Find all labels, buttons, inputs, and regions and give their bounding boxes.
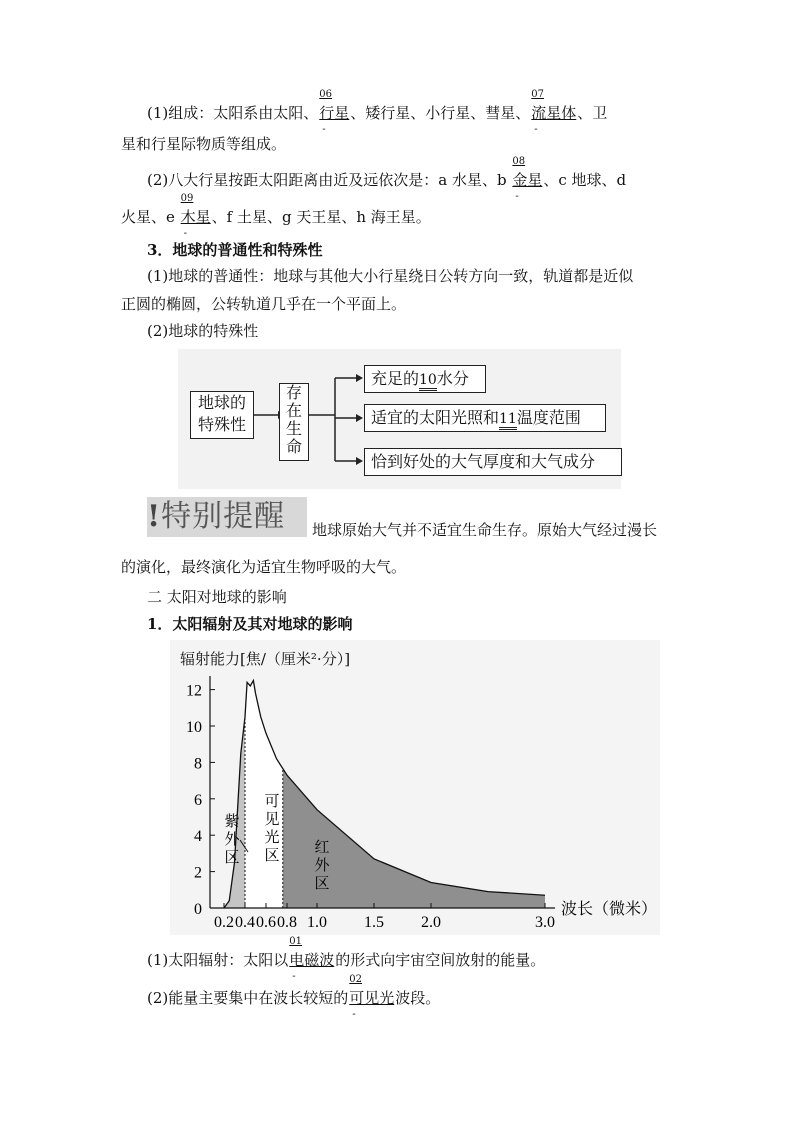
region-label-0-0: 紫 xyxy=(224,814,240,830)
y-tick-label-1: 2 xyxy=(194,864,202,882)
x-tick-label-4: 1.0 xyxy=(307,914,327,931)
generality-line-cont: 正圆的椭圆，公转轨道几乎在一个平面上。 xyxy=(121,295,407,313)
x-tick-label-2: 0.6 xyxy=(256,914,276,931)
condition-atmosphere-box: 恰到好处的大气厚度和大气成分 xyxy=(364,448,622,476)
solar-radiation-chart xyxy=(170,640,660,935)
blank-11: 11 xyxy=(499,411,517,430)
y-tick-label-5: 10 xyxy=(186,719,202,736)
blank-01: 01 电磁波 - xyxy=(289,936,335,982)
x-tick-label-6: 2.0 xyxy=(421,914,441,931)
exclamation-icon: ! xyxy=(147,499,162,534)
composition-line: (1)组成：太阳系由太阳、 06 行星 - 、矮行星、小行星、彗星、 07 流星体 - 、卫 xyxy=(147,89,608,135)
condition-water-box: 充足的10水分 xyxy=(364,365,486,393)
y-tick-label-6: 12 xyxy=(186,682,202,700)
blank-07: 07 流星体 - xyxy=(531,89,577,135)
region-label-1-0: 可 xyxy=(264,794,280,810)
planets-line-cont: 火星、e 09 木星 - 、f 土星、g 天王星、h 海王星。 xyxy=(121,193,431,239)
blank-06: 06 行星 - xyxy=(319,89,350,135)
condition-light-temp-box: 适宜的太阳光照和11温度范围 xyxy=(364,404,606,432)
region-label-0-2: 区 xyxy=(224,850,240,866)
blank-02: 02 可见光 - xyxy=(349,974,395,1020)
region-label-1-2: 光 xyxy=(264,830,280,846)
reminder-text-cont: 的演化，最终演化为适宜生物呼吸的大气。 xyxy=(121,558,407,576)
x-axis-label: 波长（微米） xyxy=(561,901,658,918)
x-tick-label-7: 3.0 xyxy=(535,914,555,931)
region-label-2-1: 外 xyxy=(314,858,330,874)
y-tick-label-2: 4 xyxy=(194,828,202,846)
section-two-heading: 二 太阳对地球的影响 xyxy=(147,588,287,606)
x-tick-label-3: 0.8 xyxy=(277,914,297,931)
chart-y-label: 辐射能力[焦/（厘米²·分）] xyxy=(180,650,351,668)
planets-line: (2)八大行星按距太阳距离由近及远依次是：a 水星、b 08 金星 - 、c 地球、d xyxy=(147,156,627,202)
radiation-definition-line: (1)太阳辐射：太阳以 01 电磁波 - 的形式向宇宙空间放射的能量。 xyxy=(147,936,546,982)
reminder-text: 地球原始大气并不适宜生命生存。原始大气经过漫长 xyxy=(312,521,658,539)
earth-particularity-box: 地球的 特殊性 xyxy=(190,391,254,439)
composition-line-cont: 星和行星际物质等组成。 xyxy=(121,135,287,153)
y-tick-label-4: 8 xyxy=(194,755,202,773)
section-heading-3: 3．地球的普通性和特殊性 xyxy=(147,241,323,259)
region-label-1-3: 区 xyxy=(264,848,280,864)
chart-plot xyxy=(170,640,660,935)
region-label-2-0: 红 xyxy=(314,840,330,856)
x-tick-label-0: 0.2 xyxy=(214,914,234,931)
y-tick-label-3: 6 xyxy=(194,791,202,809)
region-label-2-2: 区 xyxy=(314,876,330,892)
particularity-heading: (2)地球的特殊性 xyxy=(147,322,259,340)
y-tick-label-0: 0 xyxy=(194,901,202,918)
region-label-1-1: 见 xyxy=(264,812,280,828)
particularity-diagram xyxy=(178,349,621,489)
life-exists-box: 存 在 生 命 xyxy=(279,383,309,461)
x-tick-label-5: 1.5 xyxy=(364,914,384,931)
energy-concentration-line: (2)能量主要集中在波长较短的 02 可见光 - 波段。 xyxy=(147,974,441,1020)
blank-10: 10 xyxy=(419,372,437,391)
region-label-0-1: 外 xyxy=(224,832,240,848)
subsection-heading-1: 1．太阳辐射及其对地球的影响 xyxy=(147,615,353,633)
special-reminder-title: !特别提醒 xyxy=(147,497,307,537)
blank-09: 09 木星 - xyxy=(180,193,211,239)
blank-08: 08 金星 - xyxy=(512,156,543,202)
x-tick-label-1: 0.4 xyxy=(235,914,255,931)
generality-line: (1)地球的普通性：地球与其他大小行星绕日公转方向一致，轨道都是近似 xyxy=(147,267,634,285)
